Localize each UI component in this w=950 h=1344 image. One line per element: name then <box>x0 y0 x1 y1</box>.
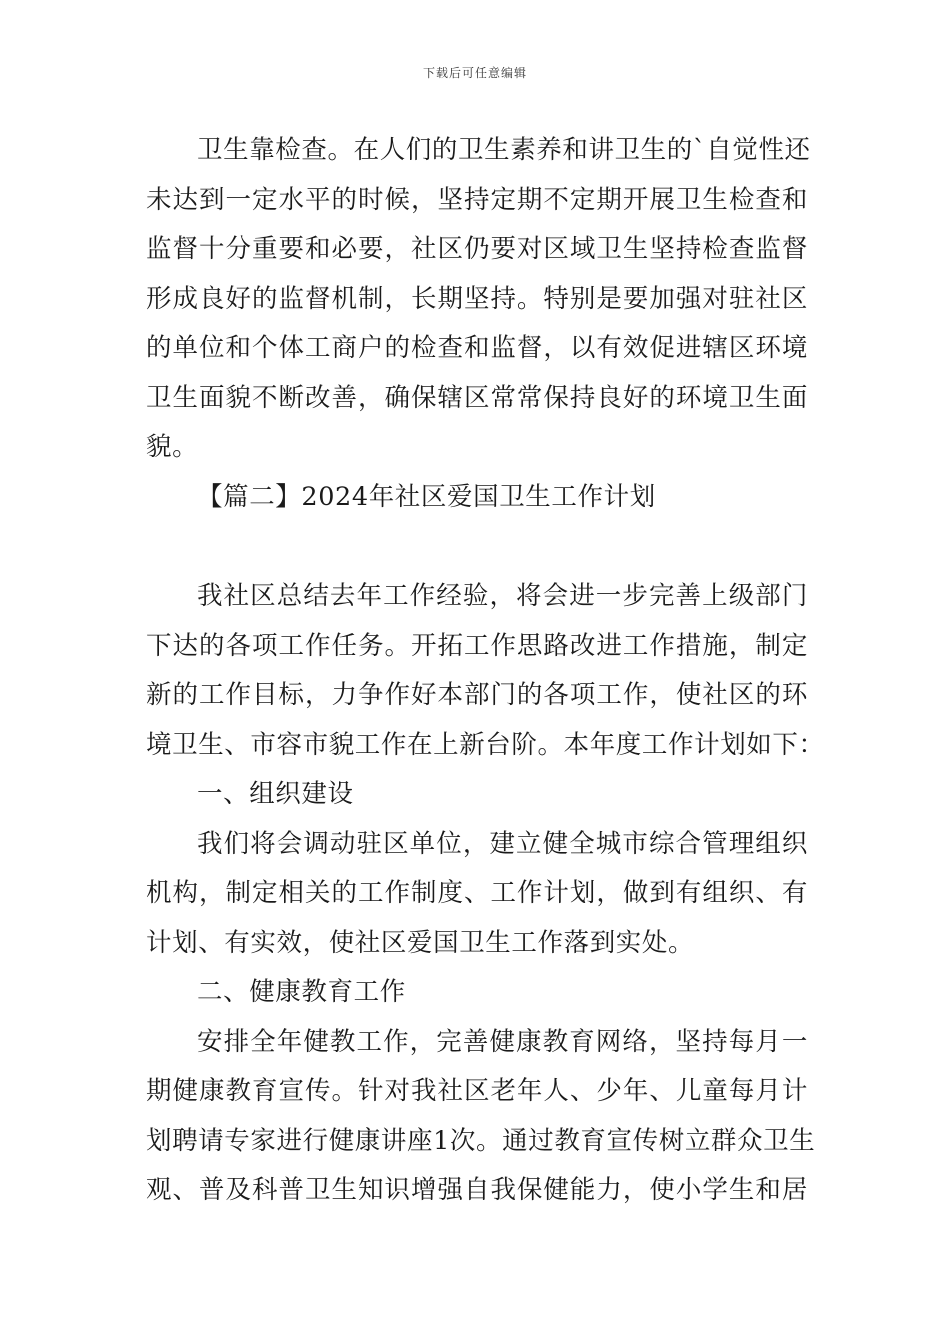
text-line: 我们将会调动驻区单位，建立健全城市综合管理组织 <box>197 828 808 859</box>
section-title: 【篇二】2024年社区爱国卫生工作计划 <box>197 481 656 512</box>
text-line: 新的工作目标，力争作好本部门的各项工作，使社区的环 <box>146 680 808 710</box>
text-line: 观、普及科普卫生知识增强自我保健能力，使小学生和居 <box>146 1175 808 1205</box>
text-line: 划聘请专家进行健康讲座1次。通过教育宣传树立群众卫生 <box>146 1125 816 1156</box>
text-line: 卫生面貌不断改善，确保辖区常常保持良好的环境卫生面 <box>146 382 808 413</box>
text-line: 监督十分重要和必要，社区仍要对区域卫生坚持检查监督 <box>146 234 808 264</box>
text-line: 安排全年健教工作，完善健康教育网络，坚持每月一 <box>197 1026 808 1057</box>
text-line: 境卫生、市容市貌工作在上新台阶。本年度工作计划如下： <box>146 729 825 760</box>
text-line: 计划、有实效，使社区爱国卫生工作落到实处。 <box>146 927 695 958</box>
text-line: 卫生靠检查。在人们的卫生素养和讲卫生的`自觉性还 <box>197 135 811 165</box>
heading-health-education: 二、健康教育工作 <box>197 977 406 1007</box>
text-line: 我社区总结去年工作经验，将会进一步完善上级部门 <box>197 581 808 611</box>
text-line: 机构，制定相关的工作制度、工作计划，做到有组织、有 <box>146 878 808 908</box>
document-body <box>146 126 825 1216</box>
text-line: 下达的各项工作任务。开拓工作思路改进工作措施，制定 <box>146 630 808 661</box>
text-line: 形成良好的监督机制，长期坚持。特别是要加强对驻社区 <box>146 283 808 314</box>
paragraph-hygiene-inspection <box>146 126 811 473</box>
page-header: 下载后可任意编辑 <box>422 66 527 80</box>
blank-spacer <box>146 522 808 572</box>
text-line: 未达到一定水平的时候，坚持定期不定期开展卫生检查和 <box>146 184 808 215</box>
paragraph-health-education <box>146 1018 816 1216</box>
paragraph-organization <box>146 820 808 969</box>
text-line: 期健康教育宣传。针对我社区老年人、少年、儿童每月计 <box>146 1076 808 1106</box>
text-line: 貌。 <box>146 432 199 462</box>
text-line: 的单位和个体工商户的检查和监督，以有效促进辖区环境 <box>146 333 808 363</box>
heading-organization: 一、组织建设 <box>197 779 354 809</box>
paragraph-intro <box>146 572 825 770</box>
